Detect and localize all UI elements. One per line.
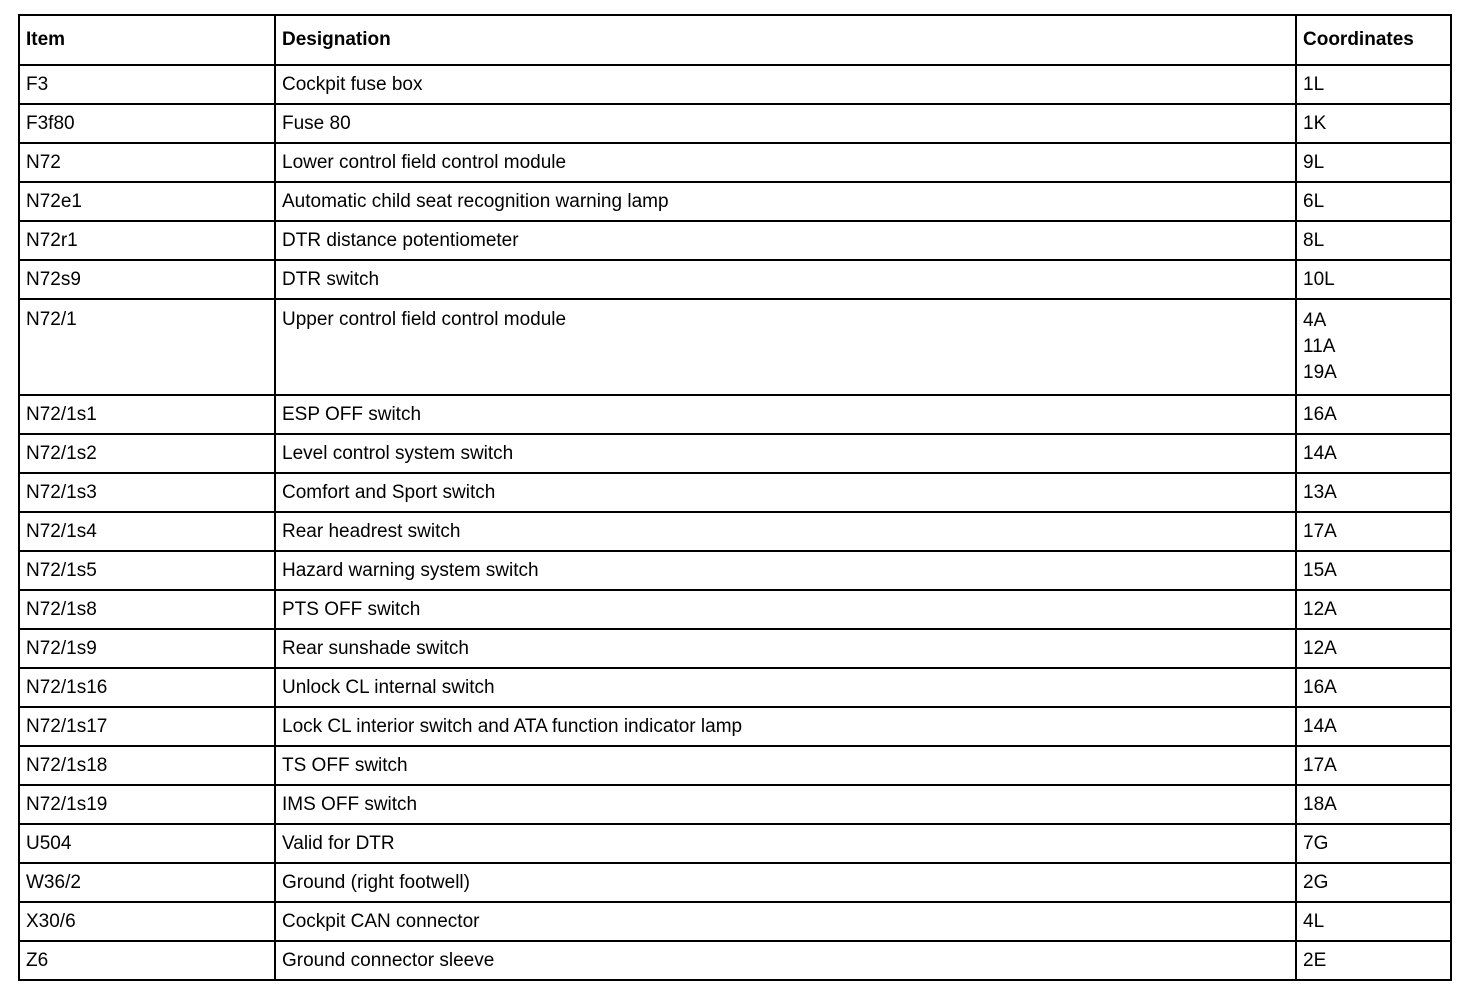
cell-item: X30/6 — [19, 902, 275, 941]
coordinate-value: 4A — [1303, 310, 1327, 331]
table-row — [19, 902, 1451, 941]
component-legend-sheet — [18, 14, 1450, 981]
cell-item: N72/1s18 — [19, 746, 275, 785]
table-row — [19, 299, 1451, 395]
cell-item: N72/1s1 — [19, 395, 275, 434]
table-row — [19, 260, 1451, 299]
cell-item: N72/1s17 — [19, 707, 275, 746]
coordinate-value: 18A — [1303, 793, 1337, 815]
cell-coordinates — [1296, 104, 1451, 143]
cell-coordinates — [1296, 473, 1451, 512]
cell-designation: Level control system switch — [275, 434, 1296, 473]
table-row — [19, 707, 1451, 746]
cell-designation: Fuse 80 — [275, 104, 1296, 143]
cell-designation: Hazard warning system switch — [275, 551, 1296, 590]
cell-designation: Cockpit fuse box — [275, 65, 1296, 104]
cell-designation: PTS OFF switch — [275, 590, 1296, 629]
cell-coordinates — [1296, 668, 1451, 707]
cell-coordinates — [1296, 590, 1451, 629]
coordinate-value: 19A — [1303, 362, 1337, 383]
cell-coordinates — [1296, 65, 1451, 104]
cell-item: N72r1 — [19, 221, 275, 260]
cell-designation: TS OFF switch — [275, 746, 1296, 785]
header-item: Item — [19, 15, 275, 65]
cell-coordinates — [1296, 746, 1451, 785]
table-row — [19, 941, 1451, 980]
cell-designation: Cockpit CAN connector — [275, 902, 1296, 941]
header-designation: Designation — [275, 15, 1296, 65]
table-row — [19, 512, 1451, 551]
table-row — [19, 668, 1451, 707]
table-row — [19, 863, 1451, 902]
cell-designation: DTR switch — [275, 260, 1296, 299]
cell-item: N72e1 — [19, 182, 275, 221]
cell-item: N72/1s3 — [19, 473, 275, 512]
table-row — [19, 395, 1451, 434]
cell-coordinates — [1296, 260, 1451, 299]
coordinate-value: 8L — [1303, 229, 1325, 251]
cell-designation: Upper control field control module — [275, 299, 1296, 395]
coordinate-value: 6L — [1303, 190, 1325, 212]
table-row — [19, 182, 1451, 221]
coordinate-value: 13A — [1303, 481, 1337, 503]
table-row — [19, 143, 1451, 182]
cell-coordinates — [1296, 629, 1451, 668]
cell-designation: DTR distance potentiometer — [275, 221, 1296, 260]
coordinate-value: 9L — [1303, 151, 1325, 173]
cell-item: N72 — [19, 143, 275, 182]
table-row — [19, 824, 1451, 863]
coordinate-value: 17A — [1303, 520, 1337, 542]
cell-designation: Ground (right footwell) — [275, 863, 1296, 902]
component-legend-table — [18, 14, 1452, 981]
cell-coordinates — [1296, 785, 1451, 824]
cell-designation: Lock CL interior switch and ATA function indicator lamp — [275, 707, 1296, 746]
cell-item: N72/1s2 — [19, 434, 275, 473]
cell-item: F3 — [19, 65, 275, 104]
cell-item: W36/2 — [19, 863, 275, 902]
cell-coordinates — [1296, 512, 1451, 551]
coordinate-value: 16A — [1303, 676, 1337, 698]
table-row — [19, 434, 1451, 473]
coordinate-value: 12A — [1303, 637, 1337, 659]
cell-coordinates — [1296, 824, 1451, 863]
cell-item: N72/1s4 — [19, 512, 275, 551]
cell-designation: Rear sunshade switch — [275, 629, 1296, 668]
cell-item: N72/1s8 — [19, 590, 275, 629]
cell-coordinates — [1296, 902, 1451, 941]
cell-coordinates — [1296, 434, 1451, 473]
coordinate-value: 1L — [1303, 73, 1325, 95]
cell-coordinates — [1296, 941, 1451, 980]
table-row — [19, 104, 1451, 143]
cell-item: N72/1s9 — [19, 629, 275, 668]
table-row — [19, 221, 1451, 260]
table-row — [19, 746, 1451, 785]
table-row — [19, 629, 1451, 668]
coordinate-value: 7G — [1303, 832, 1329, 854]
coordinate-value: 1K — [1303, 112, 1327, 134]
coordinate-value: 12A — [1303, 598, 1337, 620]
cell-designation: Rear headrest switch — [275, 512, 1296, 551]
cell-item: N72/1s19 — [19, 785, 275, 824]
coordinate-value: 2E — [1303, 949, 1327, 971]
cell-coordinates — [1296, 395, 1451, 434]
coordinate-value: 2G — [1303, 871, 1329, 893]
coordinate-value: 10L — [1303, 268, 1335, 290]
cell-item: N72/1s5 — [19, 551, 275, 590]
table-row — [19, 65, 1451, 104]
cell-item: N72/1 — [19, 299, 275, 395]
cell-designation: Valid for DTR — [275, 824, 1296, 863]
coordinate-value: 14A — [1303, 715, 1337, 737]
header-coordinates: Coordinates — [1296, 15, 1451, 65]
coordinate-value: 4L — [1303, 910, 1325, 932]
cell-designation: Ground connector sleeve — [275, 941, 1296, 980]
cell-item: F3f80 — [19, 104, 275, 143]
cell-coordinates — [1296, 707, 1451, 746]
table-header-row — [19, 15, 1451, 65]
coordinate-value: 15A — [1303, 559, 1337, 581]
cell-item: N72/1s16 — [19, 668, 275, 707]
coordinate-value: 11A — [1303, 336, 1336, 357]
coordinate-value: 14A — [1303, 442, 1337, 464]
cell-designation: ESP OFF switch — [275, 395, 1296, 434]
coordinate-value: 17A — [1303, 754, 1337, 776]
cell-designation: Unlock CL internal switch — [275, 668, 1296, 707]
table-row — [19, 590, 1451, 629]
cell-coordinates — [1296, 182, 1451, 221]
table-row — [19, 551, 1451, 590]
cell-item: Z6 — [19, 941, 275, 980]
table-row — [19, 473, 1451, 512]
cell-coordinates — [1296, 551, 1451, 590]
cell-designation: Automatic child seat recognition warning lamp — [275, 182, 1296, 221]
table-row — [19, 785, 1451, 824]
coordinate-value: 16A — [1303, 403, 1337, 425]
cell-designation: Comfort and Sport switch — [275, 473, 1296, 512]
cell-designation: IMS OFF switch — [275, 785, 1296, 824]
cell-coordinates — [1296, 143, 1451, 182]
cell-coordinates — [1296, 863, 1451, 902]
cell-item: U504 — [19, 824, 275, 863]
cell-item: N72s9 — [19, 260, 275, 299]
cell-coordinates — [1296, 299, 1451, 395]
table-body — [19, 65, 1451, 980]
cell-coordinates — [1296, 221, 1451, 260]
cell-designation: Lower control field control module — [275, 143, 1296, 182]
